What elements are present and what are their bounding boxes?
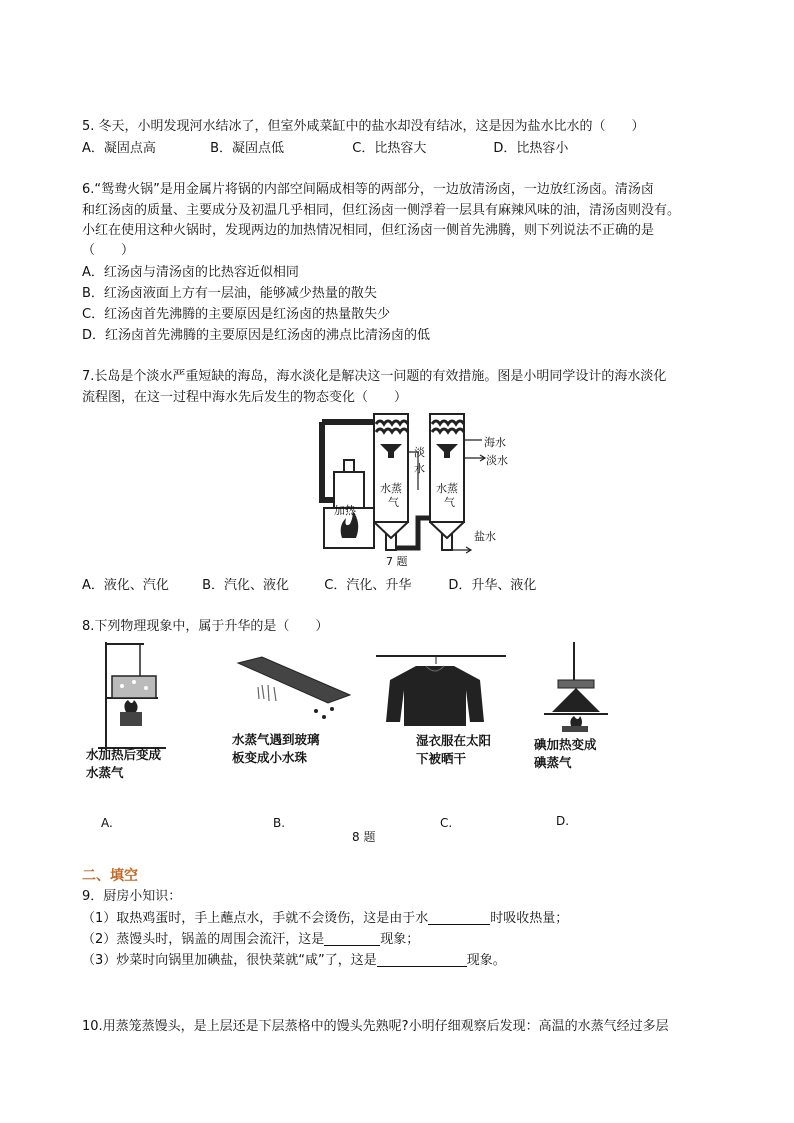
q7-option-d: D．升华、液化 — [448, 578, 537, 593]
q9-item-2-before: （2）蒸馒头时，锅盖的周围会流汗，这是 — [82, 932, 325, 947]
panel-d-text-1: 碘加热变成 — [534, 737, 597, 752]
q6-line-1: 6.“鸳鸯火锅”是用金属片将锅的内部空间隔成相等的两部分，一边放清汤卤，一边放红汤卤。清汤卤 — [82, 182, 654, 197]
fresh-label-2: 水 — [414, 462, 425, 475]
fresh-label-1: 淡 — [414, 446, 425, 459]
q6-option-c: C．红汤卤首先沸腾的主要原因是红汤卤的热量散失少 — [82, 307, 391, 322]
q5-option-d: D．比热容小 — [493, 141, 569, 156]
panel-a-text-2: 水蒸气 — [86, 765, 124, 780]
q5-stem: 5. 冬天，小明发现河水结冰了，但室外咸菜缸中的盐水却没有结冰，这是因为盐水比水的（ ） — [82, 119, 645, 134]
q8-stem: 8.下列物理现象中，属于升华的是（ ） — [82, 619, 329, 634]
q9-item-2 — [82, 931, 419, 949]
q9-blank-1[interactable] — [428, 910, 490, 925]
q5-option-b: B．凝固点低 — [210, 141, 285, 156]
beaker-figure — [86, 640, 186, 750]
q6-option-a: A．红汤卤与清汤卤的比热容近似相同 — [82, 265, 299, 280]
glass-plate-figure — [232, 655, 357, 725]
q7-option-c: C．汽化、升华 — [324, 578, 412, 593]
q6-line-4: （ ） — [82, 243, 135, 258]
q5-option-a: A．凝固点高 — [82, 141, 156, 156]
steam-left-label-2: 气 — [388, 496, 399, 509]
q6-line-3: 小红在使用这种火锅时，发现两边的加热情况相同，但红汤卤一侧首先沸腾，则下列说法不正确的是 — [82, 223, 655, 238]
q9-item-3-after: 现象。 — [466, 953, 506, 968]
q5-option-c: C．比热容大 — [352, 141, 427, 156]
q5-options — [82, 140, 568, 158]
panel-a-text-1: 水加热后变成 — [86, 747, 162, 762]
q7-line-1: 7.长岛是个淡水严重短缺的海岛，海水淡化是解决这一问题的有效措施。图是小明同学设计的海水淡化 — [82, 369, 667, 384]
q6-line-2: 和红汤卤的质量、主要成分及初温几乎相同，但红汤卤一侧浮着一层具有麻辣风味的油，清汤卤则没有。 — [82, 203, 681, 218]
q6-option-d: D．红汤卤首先沸腾的主要原因是红汤卤的沸点比清汤卤的低 — [82, 328, 431, 343]
q9-item-3 — [82, 952, 506, 970]
q6-option-b: B．红汤卤液面上方有一层油，能够减少热量的散失 — [82, 286, 377, 301]
panel-c-label: C. — [440, 816, 453, 830]
q9-item-2-after: 现象； — [380, 932, 420, 947]
steam-right-label-1: 水蒸 — [436, 482, 458, 495]
steam-left-label-1: 水蒸 — [380, 482, 402, 495]
panel-c-text-2: 下被晒干 — [416, 751, 467, 766]
freshwater-label: 淡水 — [486, 454, 508, 467]
q9-stem: 9．厨房小知识： — [82, 889, 182, 904]
panel-d-label: D. — [556, 814, 570, 828]
q8-panel-a — [86, 640, 186, 790]
desalination-diagram — [310, 410, 520, 570]
q8-figure-caption: 8 题 — [352, 830, 376, 844]
brine-label: 盐水 — [474, 530, 496, 543]
q7-options — [82, 577, 536, 595]
q7-option-b: B．汽化、液化 — [202, 578, 290, 593]
q7-figure-caption: 7 题 — [386, 555, 408, 568]
panel-a-label: A. — [101, 816, 113, 830]
panel-b-text-1: 水蒸气遇到玻璃 — [232, 732, 320, 747]
q7-option-a: A．液化、汽化 — [82, 578, 169, 593]
q8-panel-d — [532, 642, 622, 792]
q9-blank-2[interactable] — [324, 931, 380, 946]
q9-item-1-before: （1）取热鸡蛋时，手上蘸点水，手就不会烫伤，这是由于水 — [82, 911, 429, 926]
heat-label: 加热 — [334, 504, 356, 517]
panel-b-text-2: 板变成小水珠 — [232, 750, 308, 765]
steam-right-label-2: 气 — [444, 496, 455, 509]
panel-b-label: B. — [273, 816, 286, 830]
q8-panel-c — [376, 652, 506, 792]
q9-blank-3[interactable] — [377, 952, 467, 967]
sweater-figure — [376, 652, 506, 732]
q9-item-1-after: 时吸收热量； — [490, 911, 569, 926]
section-fill-in-title: 二、填空 — [82, 868, 138, 884]
q9-item-1 — [82, 910, 568, 928]
panel-d-text-2: 碘蒸气 — [534, 755, 572, 770]
q10-text: 10.用蒸笼蒸馒头，是上层还是下层蒸格中的馒头先熟呢?小明仔细观察后发现：高温的水蒸气经过多层 — [82, 1019, 669, 1034]
q8-panel-b — [232, 655, 362, 790]
q7-line-2: 流程图，在这一过程中海水先后发生的物态变化（ ） — [82, 390, 408, 405]
seawater-label: 海水 — [484, 436, 506, 449]
panel-c-text-1: 湿衣服在太阳 — [416, 733, 492, 748]
q9-item-3-before: （3）炒菜时向锅里加碘盐，很快菜就“咸”了，这是 — [82, 953, 377, 968]
iodine-figure — [532, 642, 622, 732]
